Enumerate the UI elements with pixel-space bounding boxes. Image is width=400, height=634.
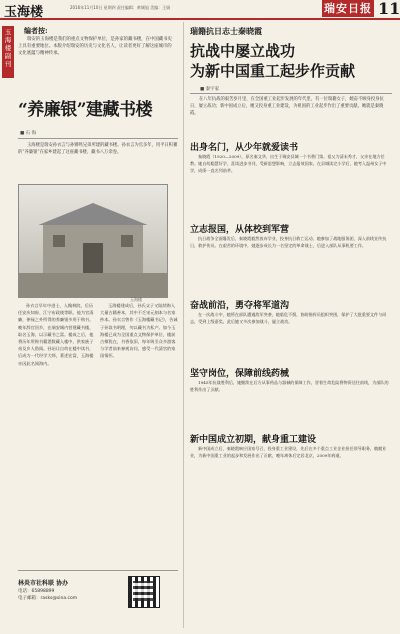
- editor-note-text: 瑞安的玉海楼是我们的重点文物保护单位，是孙家的藏书楼，在中国藏书史上具有重要地位。本版介绍瑞安的历史与文化名人，让读者更好了解这座城市的文化底蕴与精神传承。: [18, 37, 172, 56]
- right-byline: ■ 秦宇家: [200, 87, 220, 92]
- left-intro: 玉海楼是瑞安孙衣言与孙锵鸣兄弟所建的藏书楼。孙衣言为官多年，用平日积蓄的“养廉银”在家乡建起了这座藏书楼，藏书八万余卷。: [18, 143, 178, 155]
- right-kicker: 瑞籍抗日志士秦晓霞: [190, 26, 262, 36]
- section-text: 秦晓霞（1920—2009），原名秦文华，出生于瑞安县城一个书香门第。祖父为清末秀才，父亲在地方任教。她自幼聪慧好学，喜读进步书刊，受新思想影响，立志报效国家。在县城读完小学后，她考入温州女子中学，成绩一直名列前茅。: [190, 154, 387, 173]
- editor-note-title: 编者按:: [24, 26, 48, 35]
- photo-caption: 玉海楼: [130, 297, 142, 302]
- date-line: 2016年11月10日 星期四 责任编辑：黄城旭 美编：王娟: [70, 5, 171, 10]
- left-byline: ■ 石 海: [20, 131, 37, 136]
- page-number: 11: [378, 0, 400, 18]
- section-text: 抗日战争全面爆发后，秦晓霞毅然放弃学业，投身抗日救亡运动。她参加了战地服务团，深入前线宣传抗日，救护伤员。在艰苦的环境中，她逐步成长为一名坚定的革命战士，后进入部队从事机要工作。: [190, 236, 387, 248]
- section-title: 玉海楼: [4, 5, 44, 20]
- sidebar-tag: 玉海楼副刊: [2, 26, 14, 78]
- divider: [18, 138, 178, 139]
- contact-info: [18, 580, 77, 602]
- paper-logo: 瑞安日报: [324, 2, 372, 15]
- section-title: 坚守岗位，保障前线药械: [190, 369, 290, 379]
- footer-phone: 电话：65898899: [18, 589, 55, 594]
- right-intro: 在八年抗战的艰苦岁月里，在全国重工业起步发展的年代里，有一位瑞籍女子，她奋不顾身投身抗日，屡立战功；新中国成立后，她又投身重工业建设，为祖国的工业起步作出了重要贡献。她就是秦晓霞。: [190, 97, 384, 116]
- section-title: 奋战前沿，勇夺将军道沟: [190, 301, 290, 311]
- section-text: 新中国成立后，秦晓霞响应国家号召，投身重工业建设，先后在多个重点工业企业担任领导职务，兢兢业业，为新中国重工业的起步和发展作出了贡献，晚年离休后定居北京，2009年病逝。: [190, 446, 387, 458]
- left-article-col2: 玉海楼建成后，孙氏父子又陆续购入大量古籍善本，其中不乏宋元刻本与名家抄本。孙衣言曾作《玉海楼藏书记》，告诫子孙读书明理，勿以藏书为私产。如今玉海楼已成为全国重点文物保护单位，楼前古樟犹在，书香依旧，每年吸引众多游客与学者前来参观访问，感受一代清官的家国情怀。: [100, 303, 178, 359]
- section-text: 1945年抗战胜利后，她继续在后方从事药品与器械的保障工作，冒着生命危险将物资送往前线，为部队的胜利作出了贡献。: [190, 380, 389, 392]
- section-title: 立志报国，从体校到军营: [190, 225, 290, 235]
- left-headline: “养廉银”建藏书楼: [18, 100, 153, 120]
- footer-email: 电子邮箱：rasks@sina.com: [18, 596, 78, 601]
- qr-code: [128, 576, 160, 608]
- left-article-col1: 孙衣言早年中进士，入翰林院，后历任安庆知府、江宁布政使等职。他为官清廉，俸禄之外所得的养廉银多用于购书。晚年辞官回乡，在瑞安城内营建藏书楼，取名玉海，以示藏书之富。楼成之后，他将历年所购书籍悉数藏入楼中，供家族子弟及乡人借阅。孙诒让自幼在楼中读书，后成为一代经学大师，著述宏富，玉海楼亦因此名闻海内。: [18, 303, 94, 366]
- footer-label: 林炎市社科联 协办: [18, 580, 69, 587]
- divider: [190, 93, 392, 94]
- masthead: [0, 0, 400, 20]
- divider: [18, 570, 178, 571]
- column-divider: [183, 22, 184, 628]
- section-title: 出身名门，从少年就爱读书: [190, 143, 299, 153]
- tower-photo: [18, 184, 168, 298]
- right-headline-2: 为新中国重工起步作贡献: [190, 62, 356, 80]
- section-text: 在一次战斗中，她所在部队遭遇敌军突袭，她临危不惧，协助指挥员组织突围，保护了大批重要文件与同志，受到上级嘉奖。此后她又多次参加战斗，屡立战功。: [190, 312, 387, 324]
- right-headline-1: 抗战中屡立战功: [190, 42, 296, 60]
- section-title: 新中国成立初期，献身重工建设: [190, 435, 317, 445]
